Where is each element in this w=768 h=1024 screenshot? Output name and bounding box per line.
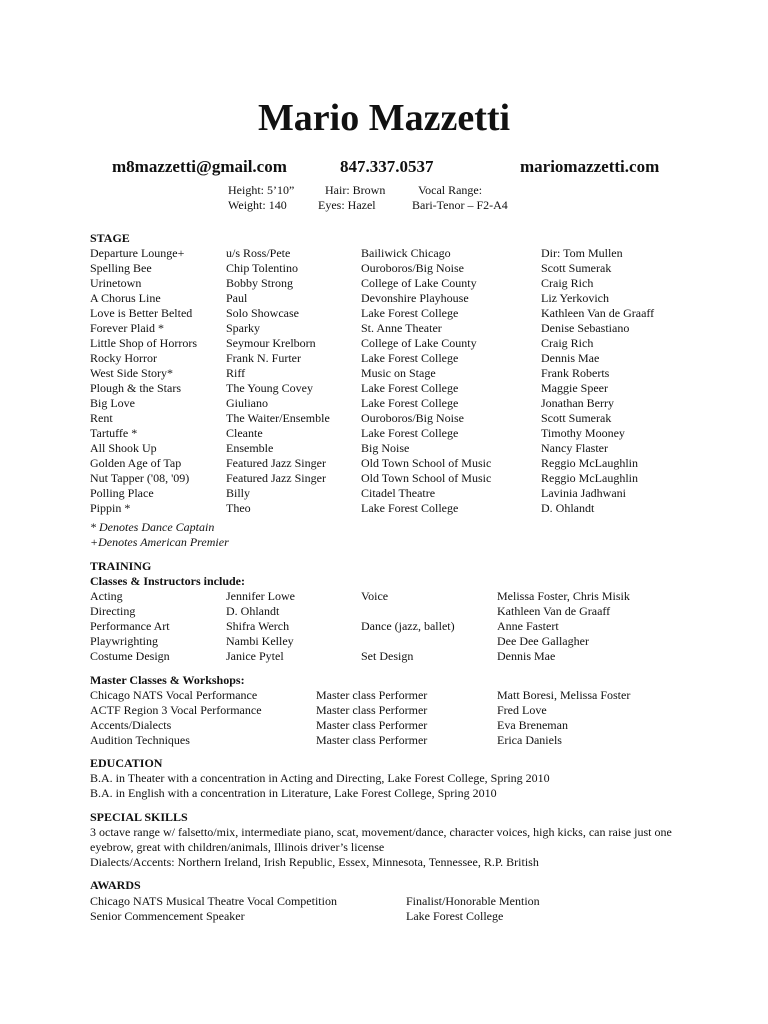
venue-name: Old Town School of Music [361,456,492,470]
stage-credit-row [0,306,768,321]
dialects-text: Dialects/Accents: Northern Ireland, Irish Republic, Essex, Minnesota, Tennessee, R.P. British [90,855,539,869]
stage-credit-row [0,381,768,396]
venue-name: Music on Stage [361,366,436,380]
hair-stat: Hair: Brown [325,183,386,197]
class-subject-secondary: Set Design [361,649,414,663]
class-row [0,604,768,619]
special-skills-text: 3 octave range w/ falsetto/mix, intermediate piano, scat, movement/dance, character voices, high kicks, can raise just one eyebrow, great with children/animals, Illinois driver’s license [90,825,672,854]
venue-name: College of Lake County [361,276,477,290]
director-name: Dir: Tom Mullen [541,246,623,260]
show-title: Tartuffe * [90,426,138,440]
role-name: Sparky [226,321,260,335]
special-skills-heading: SPECIAL SKILLS [90,810,188,824]
show-title: Rent [90,411,113,425]
stage-credit-row [0,366,768,381]
show-title: All Shook Up [90,441,157,455]
role-name: Billy [226,486,251,500]
class-instructor: Jennifer Lowe [226,589,295,603]
show-title: Departure Lounge+ [90,246,185,260]
role-name: The Young Covey [226,381,314,395]
role-name: Featured Jazz Singer [226,471,326,485]
role-name: Giuliano [226,396,268,410]
class-instructor: Janice Pytel [226,649,284,663]
classes-heading: Classes & Instructors include: [90,574,245,588]
class-instructor-secondary: Melissa Foster, Chris Misik [497,589,630,603]
workshop-instructor: Eva Breneman [497,718,568,732]
show-title: Plough & the Stars [90,381,182,395]
stage-credit-row [0,351,768,366]
stage-credit-row [0,246,768,261]
workshop-role: Master class Performer [316,733,428,747]
show-title: Forever Plaid * [90,321,164,335]
show-title: West Side Story* [90,366,174,380]
workshop-role: Master class Performer [316,703,428,717]
height-stat: Height: 5’10” [228,183,295,197]
director-name: Scott Sumerak [541,261,612,275]
class-row [0,649,768,664]
venue-name: Lake Forest College [361,396,459,410]
show-title: Golden Age of Tap [90,456,182,470]
show-title: Nut Tapper ('08, '09) [90,471,190,485]
dance-captain-note: * Denotes Dance Captain [90,520,215,534]
education-heading: EDUCATION [90,756,163,770]
email-text: m8mazzetti@gmail.com [112,157,287,176]
stage-credit-row [0,471,768,486]
venue-name: Lake Forest College [361,501,459,515]
role-name: u/s Ross/Pete [226,246,291,260]
director-name: Reggio McLaughlin [541,456,638,470]
class-subject: Playwrighting [90,634,158,648]
role-name: Bobby Strong [226,276,294,290]
workshop-name: Chicago NATS Vocal Performance [90,688,258,702]
venue-name: Ouroboros/Big Noise [361,261,464,275]
venue-name: Lake Forest College [361,426,459,440]
stage-credit-row [0,261,768,276]
stage-credit-row [0,411,768,426]
show-title: Love is Better Belted [90,306,193,320]
show-title: Pippin * [90,501,131,515]
workshop-instructor: Erica Daniels [497,733,562,747]
website-text: mariomazzetti.com [520,157,660,176]
stage-credit-row [0,276,768,291]
class-subject-secondary: Voice [361,589,389,603]
award-result: Lake Forest College [406,909,504,923]
class-subject-secondary: Dance (jazz, ballet) [361,619,455,633]
workshop-instructor: Matt Boresi, Melissa Foster [497,688,631,702]
role-name: Solo Showcase [226,306,299,320]
training-heading: TRAINING [90,559,152,573]
venue-name: Devonshire Playhouse [361,291,469,305]
director-name: D. Ohlandt [541,501,595,515]
show-title: Polling Place [90,486,154,500]
award-result: Finalist/Honorable Mention [406,894,540,908]
director-name: Craig Rich [541,276,594,290]
award-row [0,894,768,909]
director-name: Dennis Mae [541,351,600,365]
director-name: Scott Sumerak [541,411,612,425]
class-subject: Costume Design [90,649,170,663]
director-name: Timothy Mooney [541,426,625,440]
show-title: A Chorus Line [90,291,161,305]
class-subject: Directing [90,604,136,618]
role-name: Riff [226,366,246,380]
master-class-row [0,733,768,748]
stage-credit-row [0,456,768,471]
american-premier-note: +Denotes American Premier [90,535,229,549]
master-classes-heading: Master Classes & Workshops: [90,673,245,687]
class-row [0,589,768,604]
director-name: Nancy Flaster [541,441,608,455]
education-line: B.A. in English with a concentration in Literature, Lake Forest College, Spring 2010 [90,786,497,800]
class-subject: Performance Art [90,619,170,633]
venue-name: Ouroboros/Big Noise [361,411,464,425]
stage-credit-row [0,441,768,456]
director-name: Maggie Speer [541,381,608,395]
director-name: Jonathan Berry [541,396,614,410]
venue-name: College of Lake County [361,336,477,350]
role-name: Ensemble [226,441,274,455]
venue-name: St. Anne Theater [361,321,442,335]
workshop-name: Audition Techniques [90,733,190,747]
workshop-name: Accents/Dialects [90,718,172,732]
venue-name: Citadel Theatre [361,486,436,500]
workshop-role: Master class Performer [316,718,428,732]
director-name: Liz Yerkovich [541,291,609,305]
workshop-name: ACTF Region 3 Vocal Performance [90,703,262,717]
role-name: Paul [226,291,248,305]
workshop-role: Master class Performer [316,688,428,702]
resume-name: Mario Mazzetti [257,97,511,139]
class-row [0,619,768,634]
class-instructor: D. Ohlandt [226,604,280,618]
class-subject: Acting [90,589,123,603]
workshop-instructor: Fred Love [497,703,547,717]
class-instructor-secondary: Dee Dee Gallagher [497,634,589,648]
role-name: Theo [226,501,251,515]
venue-name: Lake Forest College [361,351,459,365]
award-name: Senior Commencement Speaker [90,909,245,923]
master-class-row [0,703,768,718]
stage-credit-row [0,426,768,441]
stage-credit-row [0,321,768,336]
director-name: Denise Sebastiano [541,321,630,335]
vocal-range-value: Bari-Tenor – F2-A4 [412,198,508,212]
role-name: Frank N. Furter [226,351,301,365]
director-name: Craig Rich [541,336,594,350]
award-name: Chicago NATS Musical Theatre Vocal Competition [90,894,337,908]
show-title: Rocky Horror [90,351,157,365]
role-name: The Waiter/Ensemble [226,411,330,425]
stage-credit-row [0,336,768,351]
master-class-row [0,688,768,703]
class-instructor-secondary: Kathleen Van de Graaff [497,604,611,618]
phone-text: 847.337.0537 [340,157,434,176]
director-name: Frank Roberts [541,366,610,380]
class-instructor-secondary: Dennis Mae [497,649,556,663]
show-title: Little Shop of Horrors [90,336,197,350]
role-name: Featured Jazz Singer [226,456,326,470]
stage-heading: STAGE [90,231,130,245]
role-name: Seymour Krelborn [226,336,316,350]
role-name: Cleante [226,426,263,440]
director-name: Kathleen Van de Graaff [541,306,655,320]
stage-credit-row [0,501,768,516]
award-row [0,909,768,924]
weight-stat: Weight: 140 [228,198,287,212]
eyes-stat: Eyes: Hazel [318,198,376,212]
class-instructor: Shifra Werch [226,619,290,633]
awards-heading: AWARDS [90,878,141,892]
venue-name: Lake Forest College [361,381,459,395]
stage-credit-row [0,291,768,306]
class-instructor-secondary: Anne Fastert [497,619,559,633]
vocal-range-label: Vocal Range: [418,183,483,197]
class-row [0,634,768,649]
education-line: B.A. in Theater with a concentration in Acting and Directing, Lake Forest College, Spring 2010 [90,771,550,785]
show-title: Spelling Bee [90,261,152,275]
class-instructor: Nambi Kelley [226,634,294,648]
show-title: Urinetown [90,276,142,290]
venue-name: Big Noise [361,441,410,455]
venue-name: Bailiwick Chicago [361,246,451,260]
role-name: Chip Tolentino [226,261,298,275]
venue-name: Old Town School of Music [361,471,492,485]
director-name: Lavinia Jadhwani [541,486,626,500]
master-class-row [0,718,768,733]
stage-credit-row [0,486,768,501]
director-name: Reggio McLaughlin [541,471,638,485]
venue-name: Lake Forest College [361,306,459,320]
stage-credit-row [0,396,768,411]
show-title: Big Love [90,396,135,410]
